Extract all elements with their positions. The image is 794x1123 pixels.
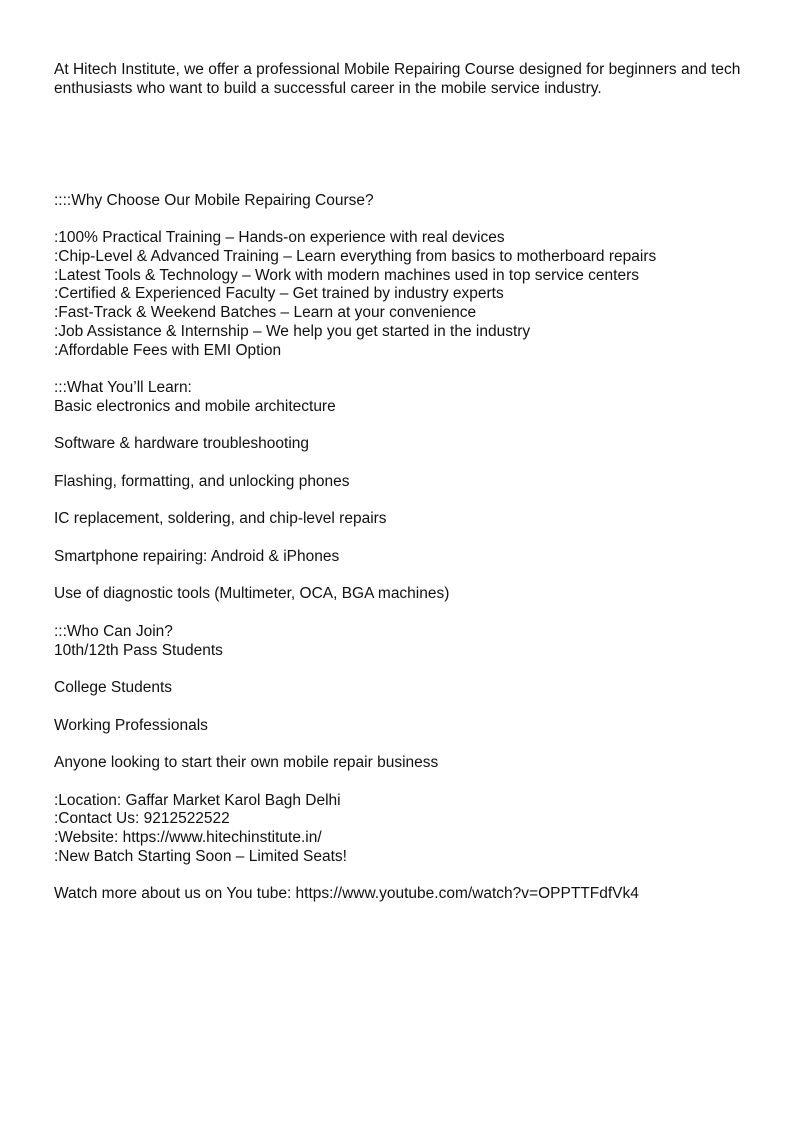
why-item: :Chip-Level & Advanced Training – Learn everything from basics to motherboard repairs <box>54 247 657 265</box>
why-item: :Job Assistance & Internship – We help you get started in the industry <box>54 322 531 340</box>
learn-item: Software & hardware troubleshooting <box>54 435 310 453</box>
intro-paragraph: At Hitech Institute, we offer a professional Mobile Repairing Course designed for beginners and tech enthusiasts who want to build a successful career in the mobile service industry. <box>54 61 741 97</box>
batch-notice: :New Batch Starting Soon – Limited Seats! <box>54 847 347 865</box>
youtube-line: Watch more about us on You tube: https://www.youtube.com/watch?v=OPPTTFdfVk4 <box>54 885 639 903</box>
why-item: :Certified & Experienced Faculty – Get trained by industry experts <box>54 285 504 303</box>
join-item: 10th/12th Pass Students <box>54 641 223 659</box>
join-item: Anyone looking to start their own mobile repair business <box>54 754 439 771</box>
why-choose-heading: ::::Why Choose Our Mobile Repairing Course? <box>54 191 374 209</box>
learn-heading: :::What You’ll Learn: <box>54 379 192 396</box>
why-item: :Affordable Fees with EMI Option <box>54 341 282 359</box>
why-choose-section <box>54 192 754 361</box>
learn-item: IC replacement, soldering, and chip-level repairs <box>54 510 387 528</box>
who-can-join-section <box>54 623 754 773</box>
why-item: :100% Practical Training – Hands-on experience with real devices <box>54 229 505 246</box>
what-you-learn-section <box>54 379 754 604</box>
why-item: :Latest Tools & Technology – Work with modern machines used in top service centers <box>54 266 639 284</box>
learn-item: Flashing, formatting, and unlocking phones <box>54 472 350 490</box>
contact-phone: :Contact Us: 9212522522 <box>54 810 230 828</box>
website-text: :Website: https://www.hitechinstitute.in/ <box>54 829 322 846</box>
why-item: :Fast-Track & Weekend Batches – Learn at your convenience <box>54 304 477 321</box>
spacer <box>54 99 754 192</box>
document-page <box>54 61 754 904</box>
intro-section <box>54 61 754 99</box>
join-item: College Students <box>54 679 173 696</box>
contact-section <box>54 792 754 867</box>
location-text: :Location: Gaffar Market Karol Bagh Delhi <box>54 791 341 809</box>
learn-item: Use of diagnostic tools (Multimeter, OCA, BGA machines) <box>54 585 450 603</box>
join-heading: :::Who Can Join? <box>54 622 173 640</box>
learn-item: Basic electronics and mobile architecture <box>54 397 336 415</box>
learn-item: Smartphone repairing: Android & iPhones <box>54 547 340 565</box>
join-item: Working Professionals <box>54 716 208 734</box>
